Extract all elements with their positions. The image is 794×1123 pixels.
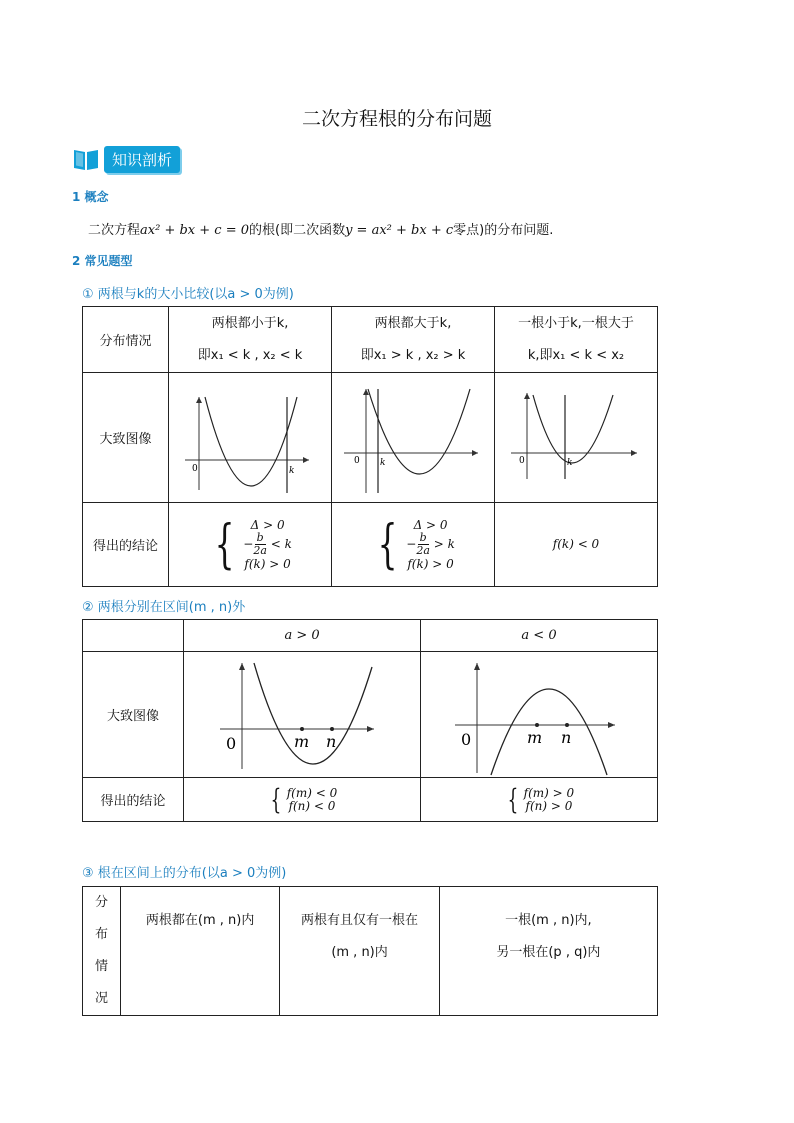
equation-quadratic: ax² + bx + c = 0 bbox=[140, 223, 249, 238]
case-cell bbox=[495, 307, 658, 373]
fraction-denominator: 2a bbox=[416, 544, 430, 557]
table-row bbox=[83, 373, 658, 503]
case-cell bbox=[169, 307, 332, 373]
graph-cell bbox=[495, 373, 658, 503]
conclusion-system bbox=[371, 514, 455, 575]
table-root-vs-k bbox=[82, 306, 658, 587]
case-cell bbox=[332, 307, 495, 373]
graph-cell bbox=[169, 373, 332, 503]
subsection2-label: ② 两根分别在区间(m , n)外 bbox=[82, 600, 246, 615]
condition-line: f(k) > 0 bbox=[244, 557, 291, 571]
comparison: < k bbox=[270, 537, 292, 551]
case-line: 一根小于k,一根大于 bbox=[518, 315, 634, 331]
case-line: 另一根在(p , q)内 bbox=[496, 945, 601, 960]
condition-line: f(k) < 0 bbox=[552, 537, 600, 551]
left-brace-icon: { bbox=[270, 782, 282, 816]
conclusion-system bbox=[208, 514, 292, 575]
conclusion-cell bbox=[495, 503, 658, 587]
concept-text-mid: 的根(即二次函数 bbox=[249, 223, 346, 238]
table-roots-outside-interval bbox=[82, 619, 658, 822]
subsection3-label: ③ 根在区间上的分布(以a > 0为例) bbox=[82, 866, 287, 881]
parabola-graph-straddle bbox=[495, 375, 655, 501]
comparison: > k bbox=[433, 537, 455, 551]
row-label-char: 布 bbox=[94, 927, 108, 942]
row-label-char: 况 bbox=[94, 991, 108, 1006]
table-row bbox=[83, 778, 658, 822]
condition-line: Δ > 0 bbox=[413, 518, 448, 532]
section1-heading: 1 概念 bbox=[72, 190, 109, 204]
case-line: 两根都大于k, bbox=[374, 315, 452, 331]
origin-label: 0 bbox=[226, 733, 237, 753]
column-header: a > 0 bbox=[184, 620, 421, 652]
minus-sign: − bbox=[243, 537, 254, 551]
banner-label: 知识剖析 bbox=[104, 146, 180, 173]
table-row bbox=[83, 307, 658, 373]
n-label: n bbox=[561, 727, 572, 747]
conclusion-cell bbox=[332, 503, 495, 587]
left-brace-icon: { bbox=[214, 514, 235, 575]
graph-cell bbox=[332, 373, 495, 503]
m-label: m bbox=[527, 727, 543, 747]
case-cell bbox=[120, 887, 279, 1016]
origin-label: 0 bbox=[461, 729, 472, 749]
n-label: n bbox=[326, 731, 337, 751]
row-label: 大致图像 bbox=[83, 652, 184, 778]
k-label: k bbox=[289, 465, 295, 476]
column-header: a < 0 bbox=[421, 620, 658, 652]
parabola-graph-downward bbox=[421, 653, 655, 777]
open-book-icon bbox=[72, 146, 100, 172]
page-title: 二次方程根的分布问题 bbox=[301, 108, 492, 130]
table-row bbox=[83, 503, 658, 587]
origin-label: 0 bbox=[519, 455, 525, 466]
parabola-graph-upward bbox=[184, 653, 418, 777]
parabola-graph-both-greater bbox=[332, 375, 492, 501]
conclusion-cell bbox=[421, 778, 658, 822]
case-line: 一根(m , n)内, bbox=[505, 913, 592, 928]
condition-line: f(m) < 0 bbox=[286, 785, 338, 800]
equation-function: y = ax² + bx + c bbox=[345, 223, 454, 238]
k-label: k bbox=[567, 457, 573, 468]
case-line: 两根有且仅有一根在 bbox=[301, 913, 419, 928]
minus-sign: − bbox=[406, 537, 417, 551]
condition-line: f(m) > 0 bbox=[523, 785, 575, 800]
fraction-numerator: b bbox=[256, 531, 264, 544]
row-label: 得出的结论 bbox=[83, 778, 184, 822]
conclusion-system bbox=[504, 782, 575, 816]
case-line: (m , n)内 bbox=[331, 945, 388, 960]
graph-cell bbox=[184, 652, 421, 778]
case-line: 两根都在(m , n)内 bbox=[145, 913, 255, 928]
concept-text-suffix: 零点)的分布问题. bbox=[453, 223, 554, 238]
case-cell bbox=[280, 887, 439, 1016]
graph-cell bbox=[421, 652, 658, 778]
left-brace-icon: { bbox=[507, 782, 519, 816]
k-label: k bbox=[380, 457, 386, 468]
origin-label: 0 bbox=[354, 455, 360, 466]
condition-line: f(k) > 0 bbox=[407, 557, 454, 571]
origin-label: 0 bbox=[192, 463, 198, 474]
case-line: 即x₁ > k , x₂ > k bbox=[360, 347, 466, 363]
conclusion-cell bbox=[169, 503, 332, 587]
subsection1-label: ① 两根与k的大小比较(以a > 0为例) bbox=[82, 287, 294, 302]
row-label-vertical bbox=[83, 887, 121, 1016]
left-brace-icon: { bbox=[377, 514, 398, 575]
m-label: m bbox=[294, 731, 310, 751]
row-label: 大致图像 bbox=[83, 373, 169, 503]
row-label-char: 情 bbox=[94, 959, 108, 974]
conclusion-system bbox=[267, 782, 338, 816]
row-label-char: 分 bbox=[94, 895, 108, 910]
condition-line bbox=[406, 532, 455, 557]
fraction-denominator: 2a bbox=[253, 544, 267, 557]
row-label: 得出的结论 bbox=[83, 503, 169, 587]
parabola-graph-both-less bbox=[169, 375, 329, 501]
header-empty bbox=[83, 620, 184, 652]
table-row bbox=[83, 652, 658, 778]
condition-line bbox=[243, 532, 292, 557]
fraction-numerator: b bbox=[419, 531, 427, 544]
section-banner bbox=[72, 145, 180, 173]
section2-heading: 2 常见题型 bbox=[72, 254, 133, 268]
case-line: 即x₁ < k , x₂ < k bbox=[197, 347, 303, 363]
condition-line: f(n) > 0 bbox=[525, 798, 573, 813]
table-row bbox=[83, 887, 658, 1016]
conclusion-cell bbox=[184, 778, 421, 822]
case-line: k,即x₁ < k < x₂ bbox=[527, 347, 625, 363]
condition-line: Δ > 0 bbox=[250, 518, 285, 532]
table-row bbox=[83, 620, 658, 652]
row-label: 分布情况 bbox=[83, 307, 169, 373]
concept-paragraph bbox=[88, 219, 553, 238]
condition-line: f(n) < 0 bbox=[288, 798, 336, 813]
table-roots-in-interval bbox=[82, 886, 658, 1016]
concept-text-prefix: 二次方程 bbox=[88, 223, 141, 238]
case-line: 两根都小于k, bbox=[211, 315, 289, 331]
case-cell bbox=[439, 887, 657, 1016]
